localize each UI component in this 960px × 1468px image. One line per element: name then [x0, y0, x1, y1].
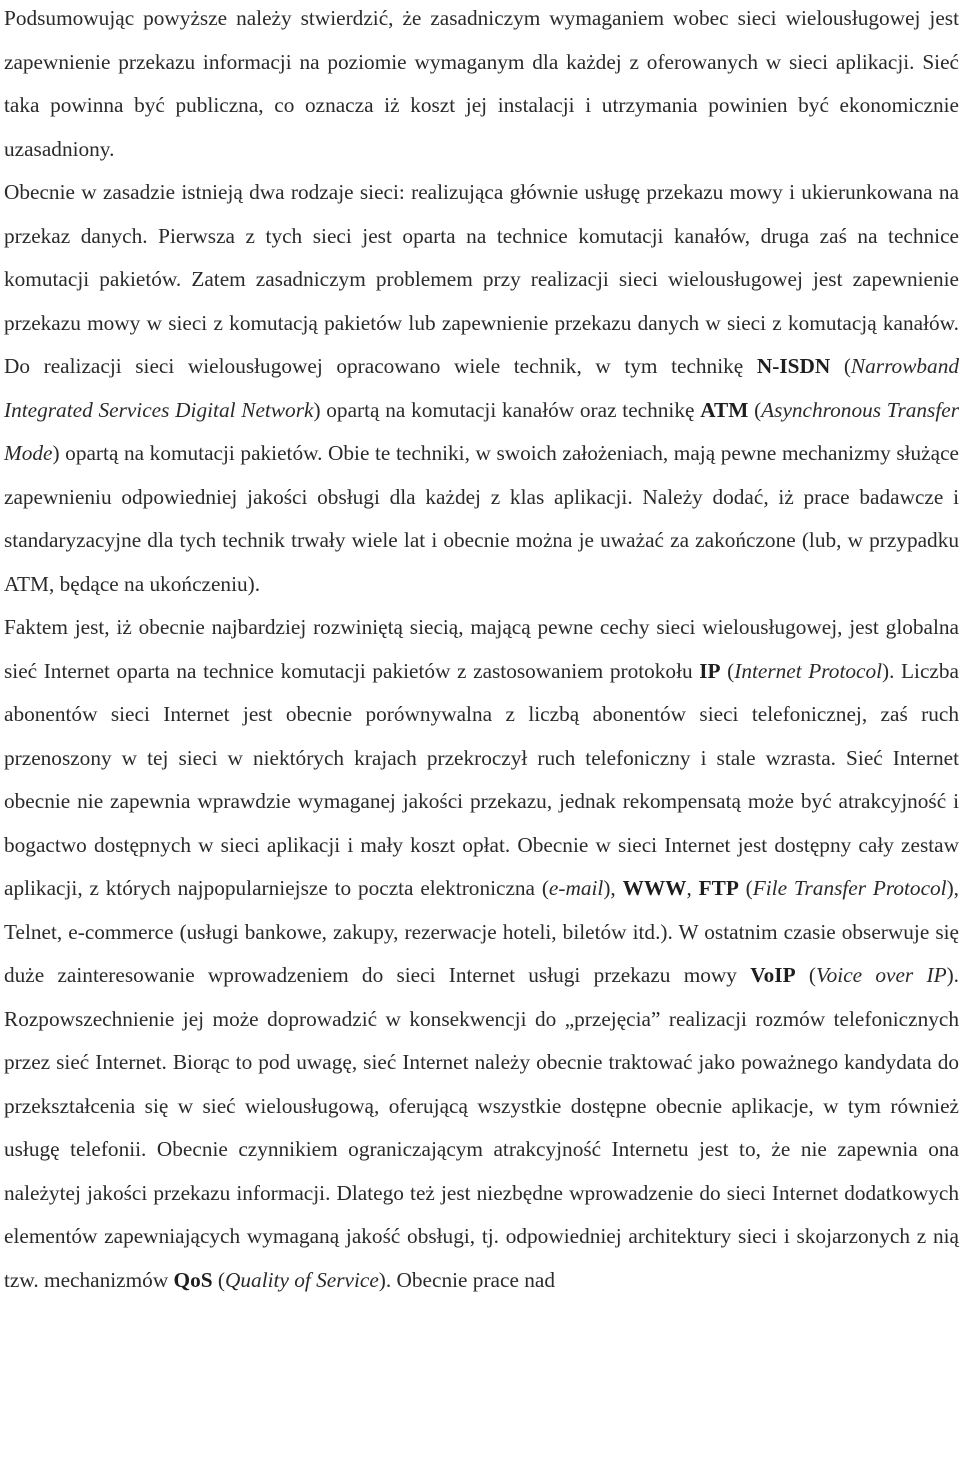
text-run: (: [738, 876, 753, 900]
document-page: [4, 0, 959, 1302]
paragraph: [4, 0, 959, 171]
text-run: ),: [603, 876, 623, 900]
italic-term: Narrowband Integrated Services Digital Network: [4, 354, 960, 422]
italic-term: File Transfer Protocol: [752, 876, 947, 900]
text-run: (: [830, 354, 851, 378]
text-run: (: [212, 1267, 226, 1292]
italic-term: e-mail: [548, 876, 604, 900]
text-run: Podsumowując powyższe należy stwierdzić, że zasadniczym wymaganiem wobec sieci wielousługowej jest zapewnienie przekazu informacji na poziomie wymaganym dla każdej z oferowanych w sieci aplikacji. Sieć taka powinna być publiczna, co oznacza iż koszt jej instalacji i utrzymania powinien być ekonomicznie uzasadniony.: [4, 6, 959, 161]
bold-term: VoIP: [750, 963, 796, 987]
bold-term: FTP: [698, 876, 739, 900]
text-run: (: [720, 658, 735, 683]
paragraph: [4, 606, 959, 1302]
text-run: ) opartą na komutacji kanałów oraz technikę: [313, 397, 701, 422]
italic-term: Quality of Service: [225, 1267, 379, 1292]
text-run: (: [795, 963, 816, 987]
text-run: ). Rozpowszechnienie jej może doprowadzić w konsekwencji do „przejęcia” realizacji rozmów telefonicznych przez sieć Internet. Biorąc to pod uwagę, sieć Internet należy obecnie traktować jako poważnego kandydata do przekształcenia się w sieć wielousługową, oferującą wszystkie dostępne obecnie aplikacje, w tym również usługę telefonii. Obecnie czynnikiem ograniczającym atrakcyjność Internetu jest to, że nie zapewnia ona należytej jakości przekazu informacji. Dlatego też jest niezbędne wprowadzenie do sieci Internet dodatkowych elementów zapewniających wymaganą jakość obsługi, tj. odpowiedniej architektury sieci i skojarzonych z nią tzw. mechanizmów: [4, 963, 960, 1292]
text-run: (: [748, 397, 762, 422]
text-run: Faktem jest, iż obecnie najbardziej rozwiniętą siecią, mającą pewne cechy sieci wielousługowej, jest globalna sieć Internet oparta na technice komutacji pakietów z zastosowaniem protokołu: [4, 615, 959, 683]
italic-term: Voice over IP: [815, 963, 947, 987]
text-run: ) opartą na komutacji pakietów. Obie te techniki, w swoich założeniach, mają pewne mechanizmy służące zapewnieniu odpowiedniej jakości obsługi dla każdej z klas aplikacji. Należy dodać, iż prace badawcze i standaryzacyjne dla tych technik trwały wiele lat i obecnie można je uważać za zakończone (lub, w przypadku ATM, będące na ukończeniu).: [4, 441, 959, 596]
text-run: ). Liczba abonentów sieci Internet jest obecnie porównywalna z liczbą abonentów sieci telefonicznej, zaś ruch przenoszony w tej sieci w niektórych krajach przekroczył ruch telefoniczny i stale wzrasta. Sieć Internet obecnie nie zapewnia wprawdzie wymaganej jakości przekazu, jednak rekompensatą może być atrakcyjność i bogactwo dostępnych w sieci aplikacji i mały koszt opłat. Obecnie w sieci Internet jest dostępny cały zestaw aplikacji, z których najpopularniejsze to poczta elektroniczna (: [4, 658, 959, 900]
text-run: Obecnie w zasadzie istnieją dwa rodzaje sieci: realizująca głównie usługę przekazu mowy i ukierunkowana na przekaz danych. Pierwsza z tych sieci jest oparta na technice komutacji kanałów, druga zaś na technice komutacji pakietów. Zatem zasadniczym problemem przy realizacji sieci wielousługowej jest zapewnienie przekazu mowy w sieci z komutacją pakietów lub zapewnienie przekazu danych w sieci z komutacją kanałów. Do realizacji sieci wielousługowej opracowano wiele technik, w tym technikę: [4, 180, 959, 378]
bold-term: QoS: [173, 1267, 213, 1292]
bold-term: IP: [699, 658, 721, 683]
bold-term: WWW: [622, 876, 687, 900]
paragraph: [4, 171, 959, 606]
italic-term: Internet Protocol: [734, 658, 883, 683]
text-run: ,: [686, 876, 699, 900]
bold-term: N-ISDN: [756, 354, 831, 378]
italic-term: Asynchronous Transfer Mode: [4, 397, 959, 465]
bold-term: ATM: [700, 397, 749, 422]
text-run: ). Obecnie prace nad: [378, 1267, 555, 1292]
text-run: ), Telnet, e-commerce (usługi bankowe, zakupy, rezerwacje hoteli, biletów itd.). W ostatnim czasie obserwuje się duże zainteresowanie wprowadzeniem do sieci Internet usługi przekazu mowy: [4, 876, 960, 987]
